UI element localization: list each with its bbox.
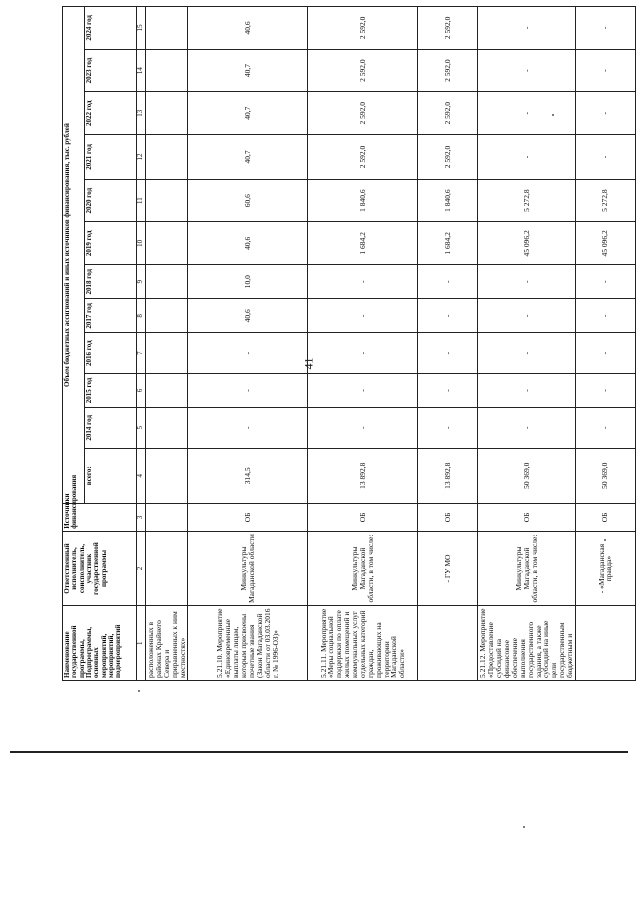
cell-amount: 2 592,0 bbox=[308, 92, 418, 135]
table-row bbox=[146, 7, 188, 681]
scan-speck bbox=[604, 539, 606, 541]
cell-amount: 2 592,0 bbox=[418, 135, 478, 180]
cell-amount: - bbox=[575, 408, 635, 449]
cell-amount bbox=[146, 373, 188, 407]
col-index: 11 bbox=[137, 179, 146, 222]
cell-resp: Минкультуры Магаданской области, в том числе: bbox=[478, 531, 576, 606]
header-name: Наименование государственной программы, Подпрограммы, основных мероприятий, мероприятий, подмероприятий bbox=[63, 606, 137, 681]
cell-amount: - bbox=[308, 408, 418, 449]
cell-amount: 50 369,0 bbox=[478, 448, 576, 503]
financing-table bbox=[62, 6, 636, 681]
cell-amount: 5 272,8 bbox=[478, 179, 576, 222]
table-row bbox=[188, 7, 308, 681]
cell-name bbox=[575, 606, 635, 681]
cell-amount: 40,7 bbox=[188, 49, 308, 92]
cell-resp: - «Магаданская правда» bbox=[575, 531, 635, 606]
cell-name: 5.21.11. Мероприятие «Меры социальной поддержки по оплате жилых помещений и коммунальных услуг отдельных категорий граждан, проживающих на территории Магаданской области» bbox=[308, 606, 418, 681]
cell-amount bbox=[146, 49, 188, 92]
col-index: 8 bbox=[137, 299, 146, 333]
cell-amount bbox=[146, 265, 188, 299]
header-funding-group: Объем бюджетных ассигнований и иных источников финансирования, тыс. рублей bbox=[63, 7, 85, 504]
header-responsible: Ответственный исполнитель, соисполнитель, участник государственной программы bbox=[63, 531, 137, 606]
page-number: 41 bbox=[301, 357, 316, 370]
header-year: 2016 год bbox=[85, 333, 137, 374]
cell-amount: - bbox=[478, 299, 576, 333]
cell-amount: 314,5 bbox=[188, 448, 308, 503]
cell-amount: 60,6 bbox=[188, 179, 308, 222]
cell-resp bbox=[146, 531, 188, 606]
col-index: 9 bbox=[137, 265, 146, 299]
cell-amount bbox=[146, 7, 188, 50]
rotated-table-frame bbox=[62, 6, 627, 681]
cell-amount: - bbox=[478, 333, 576, 374]
table-row bbox=[308, 7, 418, 681]
cell-amount: 1 684,2 bbox=[418, 222, 478, 265]
cell-amount: - bbox=[478, 92, 576, 135]
cell-amount: - bbox=[418, 373, 478, 407]
col-index: 10 bbox=[137, 222, 146, 265]
cell-amount: 1 684,2 bbox=[308, 222, 418, 265]
col-index: 13 bbox=[137, 92, 146, 135]
cell-amount: - bbox=[575, 373, 635, 407]
cell-amount: 45 096,2 bbox=[478, 222, 576, 265]
cell-amount: - bbox=[575, 49, 635, 92]
cell-amount: - bbox=[478, 265, 576, 299]
scan-speck bbox=[138, 690, 140, 692]
cell-amount bbox=[146, 408, 188, 449]
cell-amount: 40,6 bbox=[188, 7, 308, 50]
header-year: 2020 год bbox=[85, 179, 137, 222]
cell-src: ОБ bbox=[308, 504, 418, 532]
cell-amount: - bbox=[478, 135, 576, 180]
header-year: 2018 год bbox=[85, 265, 137, 299]
cell-amount: 2 592,0 bbox=[308, 135, 418, 180]
table-body bbox=[146, 7, 636, 681]
cell-amount bbox=[146, 222, 188, 265]
cell-amount: - bbox=[478, 408, 576, 449]
col-index: 3 bbox=[137, 504, 146, 532]
cell-resp: Минкультуры Магаданской области bbox=[188, 531, 308, 606]
cell-amount: 40,7 bbox=[188, 135, 308, 180]
cell-amount: 13 892,8 bbox=[308, 448, 418, 503]
cell-amount: - bbox=[575, 135, 635, 180]
cell-amount: - bbox=[188, 408, 308, 449]
cell-amount bbox=[146, 333, 188, 374]
header-year: 2015 год bbox=[85, 373, 137, 407]
rotated-table-wrapper bbox=[62, 6, 627, 681]
cell-name: 5.21.10. Мероприятие «Единовременные выплаты лицам, которым присвоены почетные звания (Закон Магаданской области от 03.03.2016 г. № 1996-ОЗ)» bbox=[188, 606, 308, 681]
cell-amount: - bbox=[308, 299, 418, 333]
header-year: всего: bbox=[85, 448, 137, 503]
cell-amount bbox=[146, 448, 188, 503]
scan-speck bbox=[523, 826, 525, 828]
cell-src: ОБ bbox=[418, 504, 478, 532]
cell-amount: 5 272,8 bbox=[575, 179, 635, 222]
cell-amount: 2 592,0 bbox=[418, 92, 478, 135]
cell-name: расположенных в районах Крайнего Севера и приравненных к ним местностях» bbox=[146, 606, 188, 681]
cell-resp: - ГУ МО bbox=[418, 531, 478, 606]
scan-speck bbox=[552, 114, 554, 116]
col-index: 2 bbox=[137, 531, 146, 606]
cell-amount: - bbox=[188, 333, 308, 374]
cell-amount: 13 892,8 bbox=[418, 448, 478, 503]
cell-amount: 1 840,6 bbox=[308, 179, 418, 222]
cell-amount: 40,7 bbox=[188, 92, 308, 135]
cell-amount: - bbox=[418, 265, 478, 299]
col-index: 14 bbox=[137, 49, 146, 92]
cell-amount: - bbox=[308, 373, 418, 407]
cell-src: ОБ bbox=[188, 504, 308, 532]
cell-amount: - bbox=[188, 373, 308, 407]
cell-resp: Минкультуры Магаданской области, в том числе: bbox=[308, 531, 418, 606]
col-index: 7 bbox=[137, 333, 146, 374]
cell-amount: - bbox=[478, 49, 576, 92]
cell-amount: 50 369,0 bbox=[575, 448, 635, 503]
cell-amount: - bbox=[478, 373, 576, 407]
cell-name bbox=[418, 606, 478, 681]
cell-amount: 1 840,6 bbox=[418, 179, 478, 222]
cell-amount: 45 096,2 bbox=[575, 222, 635, 265]
table-row bbox=[418, 7, 478, 681]
cell-amount bbox=[146, 299, 188, 333]
cell-amount: - bbox=[575, 265, 635, 299]
header-year: 2017 год bbox=[85, 299, 137, 333]
cell-amount: - bbox=[418, 299, 478, 333]
cell-amount: 2 592,0 bbox=[308, 7, 418, 50]
cell-amount: 40,6 bbox=[188, 299, 308, 333]
col-index: 15 bbox=[137, 7, 146, 50]
header-year: 2021 год bbox=[85, 135, 137, 180]
col-index: 6 bbox=[137, 373, 146, 407]
cell-amount: - bbox=[575, 299, 635, 333]
cell-src: ОБ bbox=[575, 504, 635, 532]
cell-amount: - bbox=[308, 265, 418, 299]
col-index: 5 bbox=[137, 408, 146, 449]
cell-amount: - bbox=[575, 333, 635, 374]
cell-amount: - bbox=[478, 7, 576, 50]
cell-amount: - bbox=[575, 92, 635, 135]
cell-amount: - bbox=[575, 7, 635, 50]
header-source: Источники финансирования bbox=[63, 504, 137, 532]
cell-amount: 40,6 bbox=[188, 222, 308, 265]
cell-src: ОБ bbox=[478, 504, 576, 532]
table-row bbox=[575, 7, 635, 681]
cell-amount bbox=[146, 135, 188, 180]
header-year: 2024 год bbox=[85, 7, 137, 50]
col-index: 4 bbox=[137, 448, 146, 503]
cell-amount: - bbox=[418, 408, 478, 449]
header-year: 2023 год bbox=[85, 49, 137, 92]
header-year: 2022 год bbox=[85, 92, 137, 135]
cell-amount: 2 592,0 bbox=[418, 7, 478, 50]
cell-amount bbox=[146, 179, 188, 222]
header-year: 2014 год bbox=[85, 408, 137, 449]
scan-divider-line bbox=[10, 751, 628, 753]
table-row bbox=[478, 7, 576, 681]
cell-amount: 2 592,0 bbox=[308, 49, 418, 92]
cell-amount bbox=[146, 92, 188, 135]
cell-amount: - bbox=[308, 333, 418, 374]
cell-name: 5.21.12. Мероприятие «Предоставление субсидий на финансовое обеспечение выполнения государственного задания, а также субсидий на иные цели государственным бюджетным и bbox=[478, 606, 576, 681]
col-index: 1 bbox=[137, 606, 146, 681]
cell-amount: 10,0 bbox=[188, 265, 308, 299]
cell-src bbox=[146, 504, 188, 532]
header-year: 2019 год bbox=[85, 222, 137, 265]
col-index: 12 bbox=[137, 135, 146, 180]
cell-amount: 2 592,0 bbox=[418, 49, 478, 92]
cell-amount: - bbox=[418, 333, 478, 374]
